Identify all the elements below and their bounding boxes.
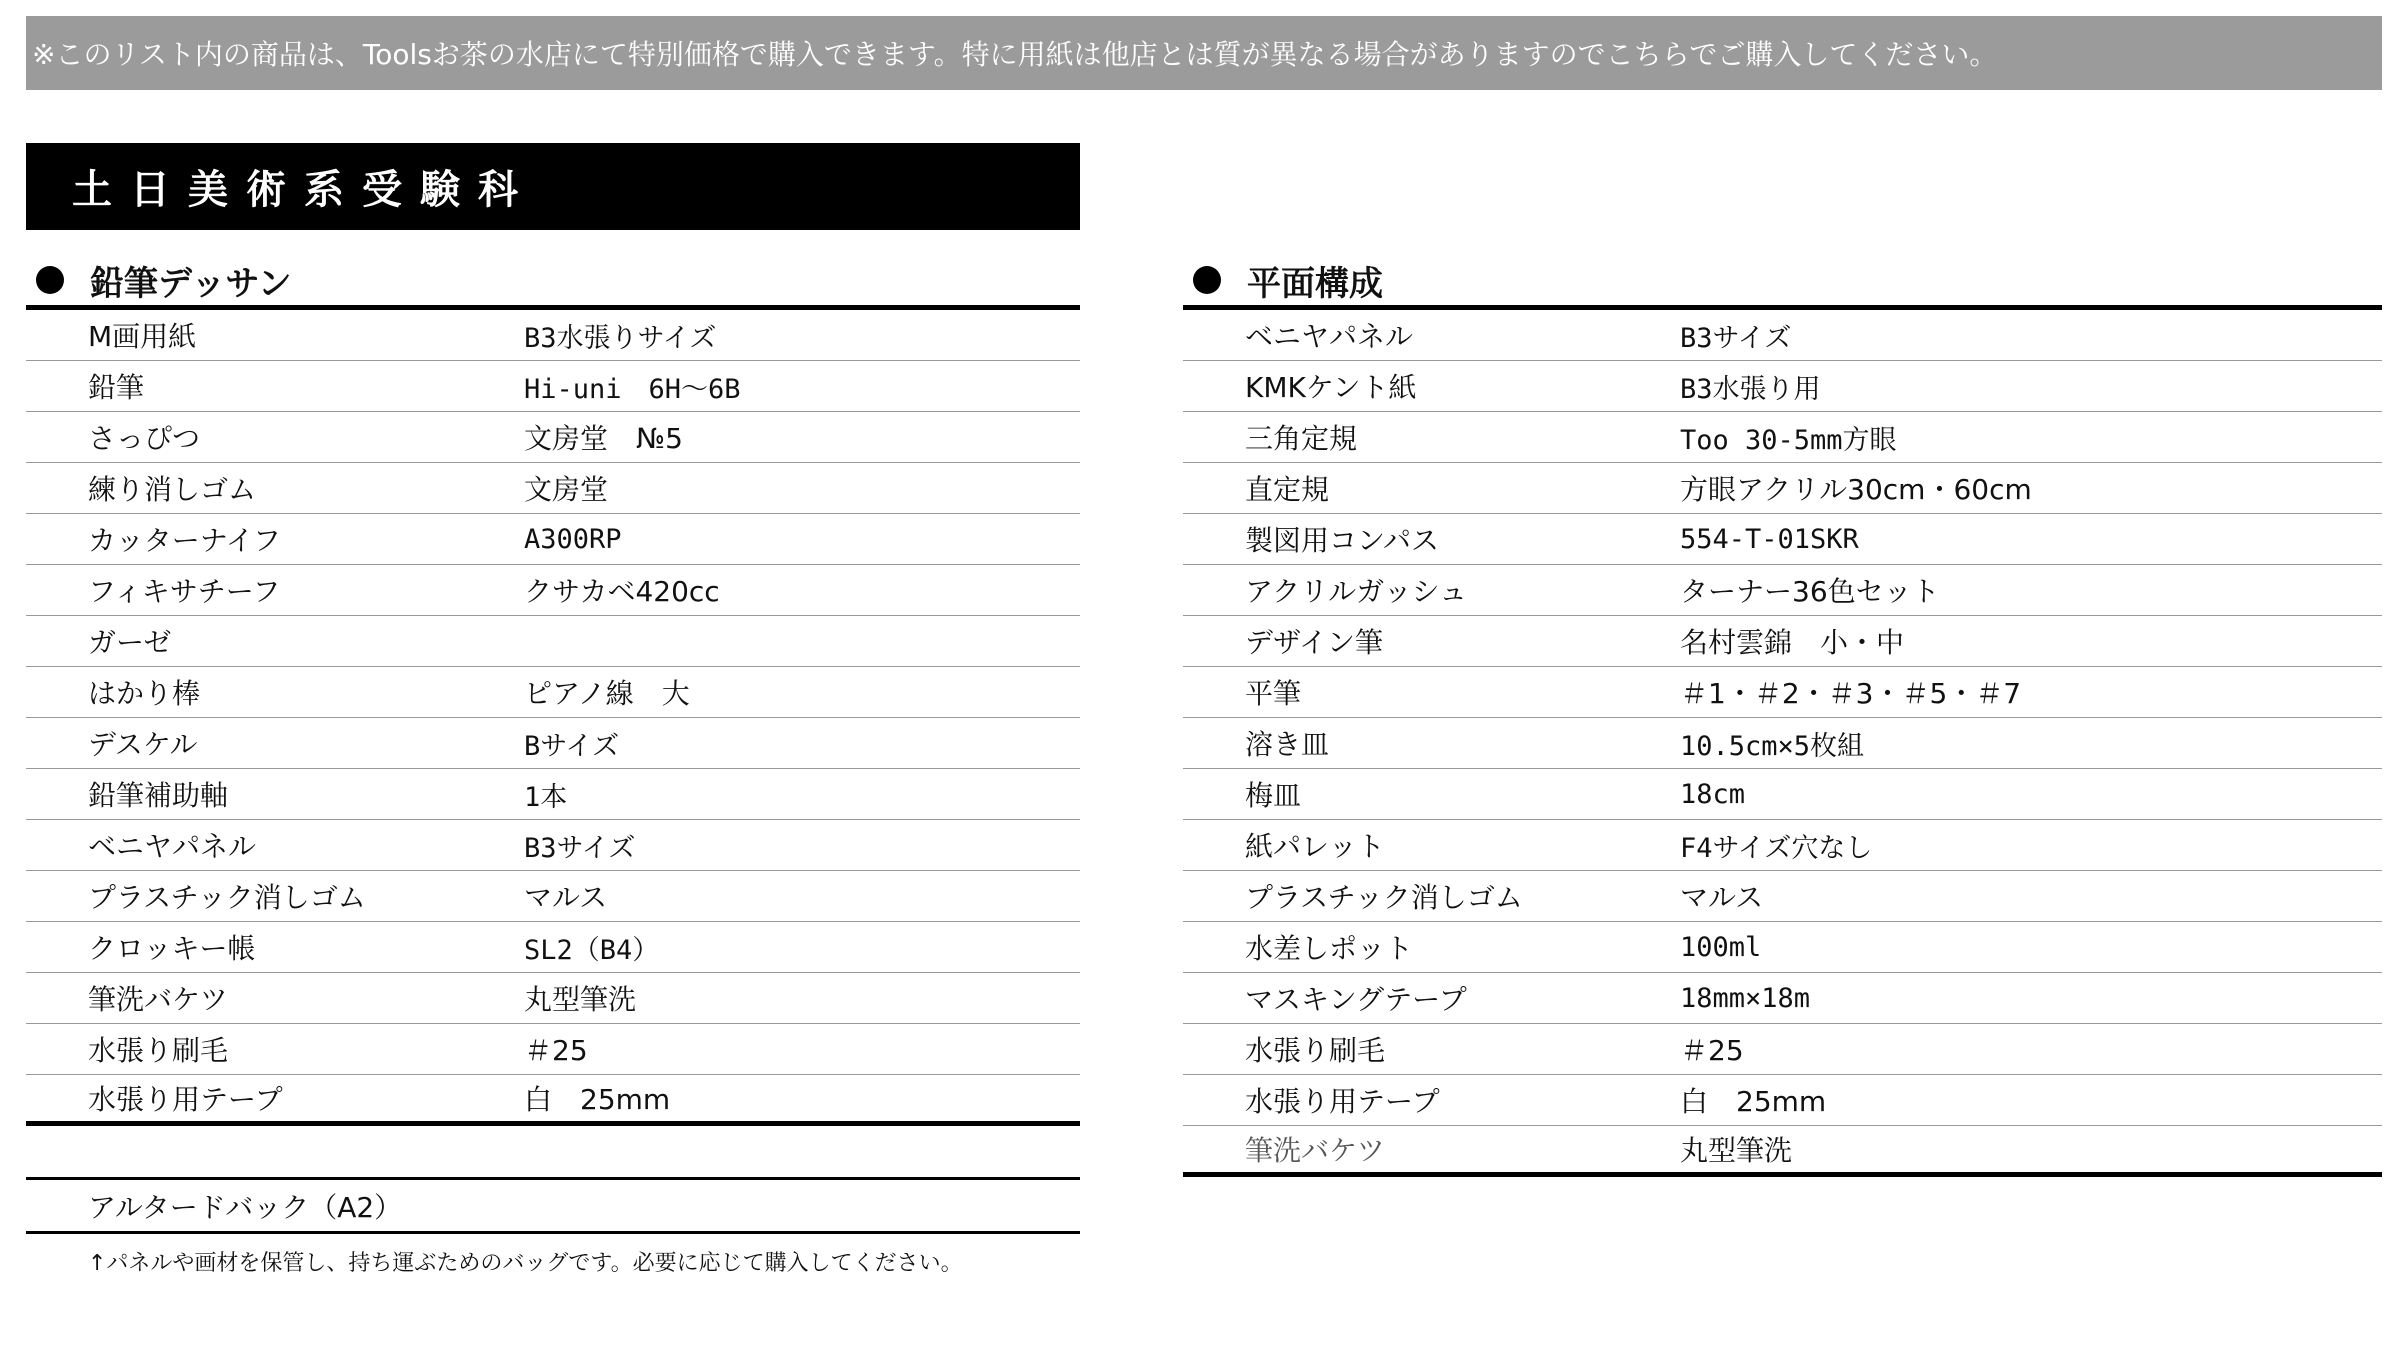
table-row bbox=[1183, 565, 2382, 616]
item-spec: Hi-uni 6H～6B bbox=[524, 373, 741, 405]
section-title-text: 平面構成 bbox=[1247, 263, 1383, 304]
item-spec: 丸型筆洗 bbox=[1680, 1134, 1793, 1167]
table-row bbox=[1183, 667, 2382, 718]
table-row bbox=[1183, 463, 2382, 514]
item-spec: マルス bbox=[524, 881, 608, 914]
item-name: 水張り刷毛 bbox=[88, 1034, 229, 1067]
item-spec: ピアノ線 大 bbox=[524, 677, 690, 710]
item-name: ベニヤパネル bbox=[88, 830, 257, 863]
table-row bbox=[26, 514, 1080, 565]
table-row bbox=[26, 361, 1080, 412]
notice-banner: ※このリスト内の商品は、Toolsお茶の水店にて特別価格で購入できます。特に用紙は他店とは質が異なる場合がありますのでこちらでご購入してください。 bbox=[26, 16, 2382, 90]
item-spec: 554-T-01SKR bbox=[1680, 523, 1859, 555]
item-name: ガーゼ bbox=[88, 626, 172, 659]
bullet-icon bbox=[36, 266, 64, 294]
extra-item-note: ↑パネルや画材を保管し、持ち運ぶためのバッグです。必要に応じて購入してください。 bbox=[88, 1251, 963, 1276]
supply-list-right bbox=[1183, 310, 2382, 1177]
item-spec: 名村雲錦 小・中 bbox=[1680, 626, 1905, 659]
table-row bbox=[26, 769, 1080, 820]
item-name: 溶き皿 bbox=[1245, 728, 1330, 761]
table-row bbox=[1183, 310, 2382, 361]
table-row bbox=[26, 820, 1080, 871]
section-title-pencil-dessin bbox=[26, 255, 1080, 310]
supply-list-left bbox=[26, 310, 1080, 1126]
item-spec: ＃25 bbox=[524, 1034, 588, 1067]
item-name: 筆洗バケツ bbox=[88, 983, 228, 1016]
item-name: 水張り用テープ bbox=[88, 1083, 283, 1116]
item-spec: 18mm×18m bbox=[1680, 982, 1811, 1014]
table-row bbox=[1183, 769, 2382, 820]
table-row bbox=[26, 922, 1080, 973]
item-spec: ターナー36色セット bbox=[1680, 575, 1940, 608]
table-row bbox=[1183, 820, 2382, 871]
course-title: 土日美術系受験科 bbox=[26, 143, 1080, 230]
section-title-text: 鉛筆デッサン bbox=[90, 263, 292, 304]
item-spec: SL2（B4） bbox=[524, 934, 660, 966]
item-name: 三角定規 bbox=[1245, 422, 1358, 455]
table-row bbox=[1183, 973, 2382, 1024]
item-name: フィキサチーフ bbox=[88, 575, 281, 608]
table-row bbox=[26, 871, 1080, 922]
table-row bbox=[1183, 1075, 2382, 1126]
item-name: 筆洗バケツ bbox=[1245, 1134, 1385, 1167]
item-name: デスケル bbox=[88, 728, 198, 761]
item-spec: A300RP bbox=[524, 523, 622, 555]
item-spec: 文房堂 №5 bbox=[524, 422, 683, 455]
table-row bbox=[26, 718, 1080, 769]
item-spec: ＃1・＃2・＃3・＃5・＃7 bbox=[1680, 677, 2022, 710]
item-name: 鉛筆補助軸 bbox=[88, 779, 229, 812]
table-row bbox=[1183, 1024, 2382, 1075]
item-name: カッターナイフ bbox=[88, 524, 281, 557]
table-row bbox=[26, 412, 1080, 463]
table-row bbox=[26, 463, 1080, 514]
item-spec: 文房堂 bbox=[524, 473, 609, 506]
extra-item-label: アルタードバック（A2） bbox=[88, 1190, 403, 1224]
table-row bbox=[26, 565, 1080, 616]
extra-item-row bbox=[26, 1180, 1080, 1234]
divider bbox=[26, 1126, 1080, 1180]
item-spec: 白 25mm bbox=[524, 1083, 671, 1116]
item-name: マスキングテープ bbox=[1245, 983, 1467, 1016]
item-spec: 1本 bbox=[524, 781, 568, 813]
item-name: 梅皿 bbox=[1245, 779, 1302, 812]
item-spec: F4サイズ穴なし bbox=[1680, 832, 1873, 864]
table-row bbox=[26, 973, 1080, 1024]
item-name: プラスチック消しゴム bbox=[88, 881, 366, 914]
item-name: 製図用コンパス bbox=[1245, 524, 1440, 557]
item-name: プラスチック消しゴム bbox=[1245, 881, 1523, 914]
table-row bbox=[1183, 871, 2382, 922]
table-row bbox=[26, 616, 1080, 667]
item-spec: クサカベ420cc bbox=[524, 575, 720, 608]
item-spec: B3サイズ bbox=[524, 832, 636, 864]
item-spec: B3サイズ bbox=[1680, 322, 1792, 354]
table-row bbox=[1183, 514, 2382, 565]
item-name: KMKケント紙 bbox=[1245, 371, 1417, 404]
item-name: はかり棒 bbox=[88, 677, 201, 710]
item-spec: Bサイズ bbox=[524, 730, 620, 762]
section-graphic-composition bbox=[1183, 255, 2382, 1177]
item-name: M画用紙 bbox=[88, 320, 197, 353]
item-spec: マルス bbox=[1680, 881, 1764, 914]
item-name: 練り消しゴム bbox=[88, 473, 257, 506]
item-spec: 100ml bbox=[1680, 931, 1762, 963]
item-spec: 丸型筆洗 bbox=[524, 983, 637, 1016]
table-row bbox=[1183, 718, 2382, 769]
item-name: 紙パレット bbox=[1245, 830, 1385, 863]
item-name: 鉛筆 bbox=[88, 371, 145, 404]
table-row bbox=[26, 310, 1080, 361]
item-name: 平筆 bbox=[1245, 677, 1302, 710]
item-name: 水張り用テープ bbox=[1245, 1085, 1440, 1118]
section-pencil-dessin bbox=[26, 255, 1080, 1277]
item-name: アクリルガッシュ bbox=[1245, 575, 1468, 608]
table-row bbox=[1183, 616, 2382, 667]
item-name: デザイン筆 bbox=[1245, 626, 1384, 659]
table-row bbox=[1183, 1126, 2382, 1177]
table-row bbox=[1183, 922, 2382, 973]
item-name: クロッキー帳 bbox=[88, 932, 256, 965]
table-row bbox=[26, 667, 1080, 718]
item-spec: 白 25mm bbox=[1680, 1085, 1827, 1118]
item-spec: ＃25 bbox=[1680, 1034, 1744, 1067]
table-row bbox=[26, 1024, 1080, 1075]
item-spec: 18cm bbox=[1680, 778, 1746, 810]
item-name: 水張り刷毛 bbox=[1245, 1034, 1386, 1067]
table-row bbox=[1183, 361, 2382, 412]
item-spec: B3水張り用 bbox=[1680, 373, 1821, 405]
item-spec: 方眼アクリル30cm・60cm bbox=[1680, 473, 2032, 506]
item-spec: Too 30-5mm方眼 bbox=[1680, 424, 1897, 456]
item-spec: B3水張りサイズ bbox=[524, 322, 717, 354]
section-title-graphic-composition bbox=[1183, 255, 2382, 310]
item-name: 水差しポット bbox=[1245, 932, 1414, 965]
table-row bbox=[26, 1075, 1080, 1126]
item-spec: 10.5cm×5枚組 bbox=[1680, 730, 1865, 762]
table-row bbox=[1183, 412, 2382, 463]
bullet-icon bbox=[1193, 266, 1221, 294]
item-name: ベニヤパネル bbox=[1245, 320, 1414, 353]
item-name: さっぴつ bbox=[88, 422, 201, 455]
item-name: 直定規 bbox=[1245, 473, 1330, 506]
